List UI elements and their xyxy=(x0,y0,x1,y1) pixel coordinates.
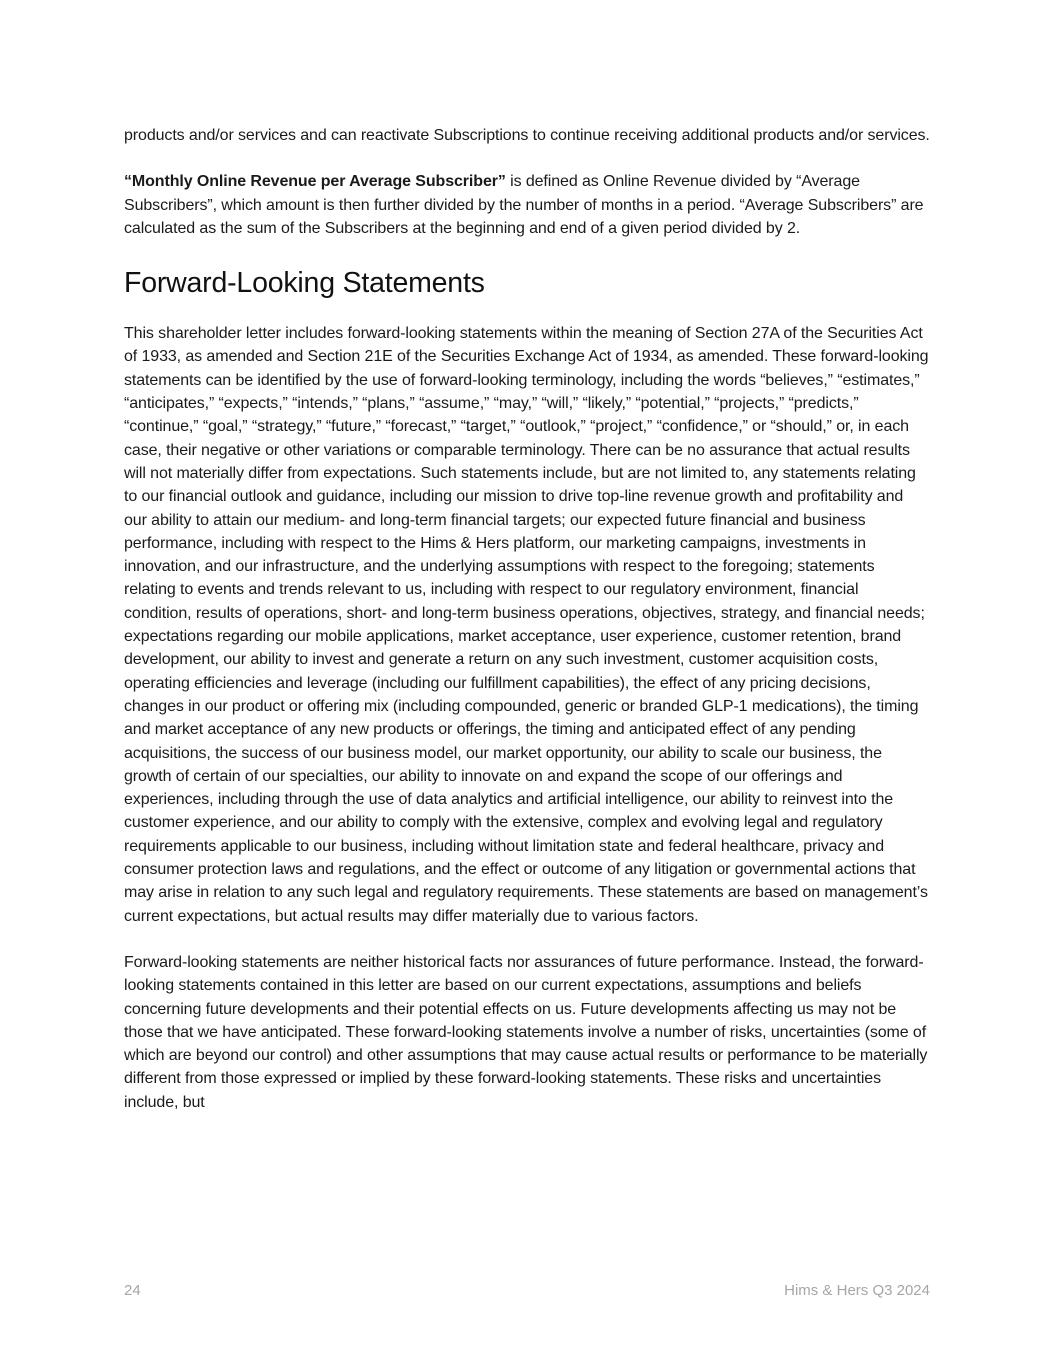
document-body xyxy=(124,124,930,1114)
definition-term: “Monthly Online Revenue per Average Subscriber” xyxy=(124,173,506,191)
document-title: Hims & Hers Q3 2024 xyxy=(784,1282,930,1299)
spacer xyxy=(124,147,930,170)
spacer xyxy=(124,240,930,264)
page-footer xyxy=(124,1282,930,1302)
forward-looking-paragraph-1: This shareholder letter includes forward-looking statements within the meaning of Section 27A of the Securities Act of 1933, as amended and Section 21E of the Securities Exchange Act of 1934, as amended. These forward-looking statements can be identified by the use of forward-looking terminology, including the words “believes,” “estimates,” “anticipates,” “expects,” “intends,” “plans,” “assume,” “may,” “will,” “likely,” “potential,” “projects,” “predicts,” “continue,” “goal,” “strategy,” “future,” “forecast,” “target,” “outlook,” “project,” “confidence,” or “should,” or, in each case, their negative or other variations or comparable terminology. There can be no assurance that actual results will not materially differ from expectations. Such statements include, but are not limited to, any statements relating to our financial outlook and guidance, including our mission to drive top-line revenue growth and profitability and our ability to attain our medium- and long-term financial targets; our expected future financial and business performance, including with respect to the Hims & Hers platform, our marketing campaigns, investments in innovation, and our infrastructure, and the underlying assumptions with respect to the foregoing; statements relating to events and trends relevant to us, including with respect to our regulatory environment, financial condition, results of operations, short- and long-term business operations, objectives, strategy, and financial needs; expectations regarding our mobile applications, market acceptance, user experience, customer retention, brand development, our ability to invest and generate a return on any such investment, customer acquisition costs, operating efficiencies and leverage (including our fulfillment capabilities), the effect of any pricing decisions, changes in our product or offering mix (including compounded, generic or branded GLP-1 medications), the timing and market acceptance of any new products or offerings, the timing and anticipated effect of any pending acquisitions, the success of our business model, our market opportunity, our ability to scale our business, the growth of certain of our specialties, our ability to innovate on and expand the scope of our offerings and experiences, including through the use of data analytics and artificial intelligence, our ability to reinvest into the customer experience, and our ability to comply with the extensive, complex and evolving legal and regulatory requirements applicable to our business, including without limitation state and federal healthcare, privacy and consumer protection laws and regulations, and the effect or outcome of any litigation or governmental actions that may arise in relation to any such legal and regulatory requirements. These statements are based on management’s current expectations, but actual results may differ materially due to various factors. xyxy=(124,325,929,925)
forward-looking-paragraph-2: Forward-looking statements are neither historical facts nor assurances of future performance. Instead, the forward-looking statements contained in this letter are based on our current expectations, assumptions and beliefs concerning future developments and their potential effects on us. Future developments affecting us may not be those that we have anticipated. These forward-looking statements involve a number of risks, uncertainties (some of which are beyond our control) and other assumptions that may cause actual results or performance to be materially different from those expressed or implied by these forward-looking statements. These risks and uncertainties include, but xyxy=(124,953,928,1111)
spacer xyxy=(124,302,930,322)
spacer xyxy=(124,928,930,951)
section-heading: Forward-Looking Statements xyxy=(124,267,485,300)
definition-paragraph xyxy=(124,170,930,240)
definition-text: is defined as Online Revenue divided by “Average Subscribers”, which amount is then further divided by the number of months in a period. “Average Subscribers” are calculated as the sum of the Subscribers at the beginning and end of a given period divided by 2. xyxy=(124,173,924,237)
intro-continuation-paragraph: products and/or services and can reactivate Subscriptions to continue receiving additional products and/or services. xyxy=(124,127,930,144)
page-number: 24 xyxy=(124,1282,141,1299)
